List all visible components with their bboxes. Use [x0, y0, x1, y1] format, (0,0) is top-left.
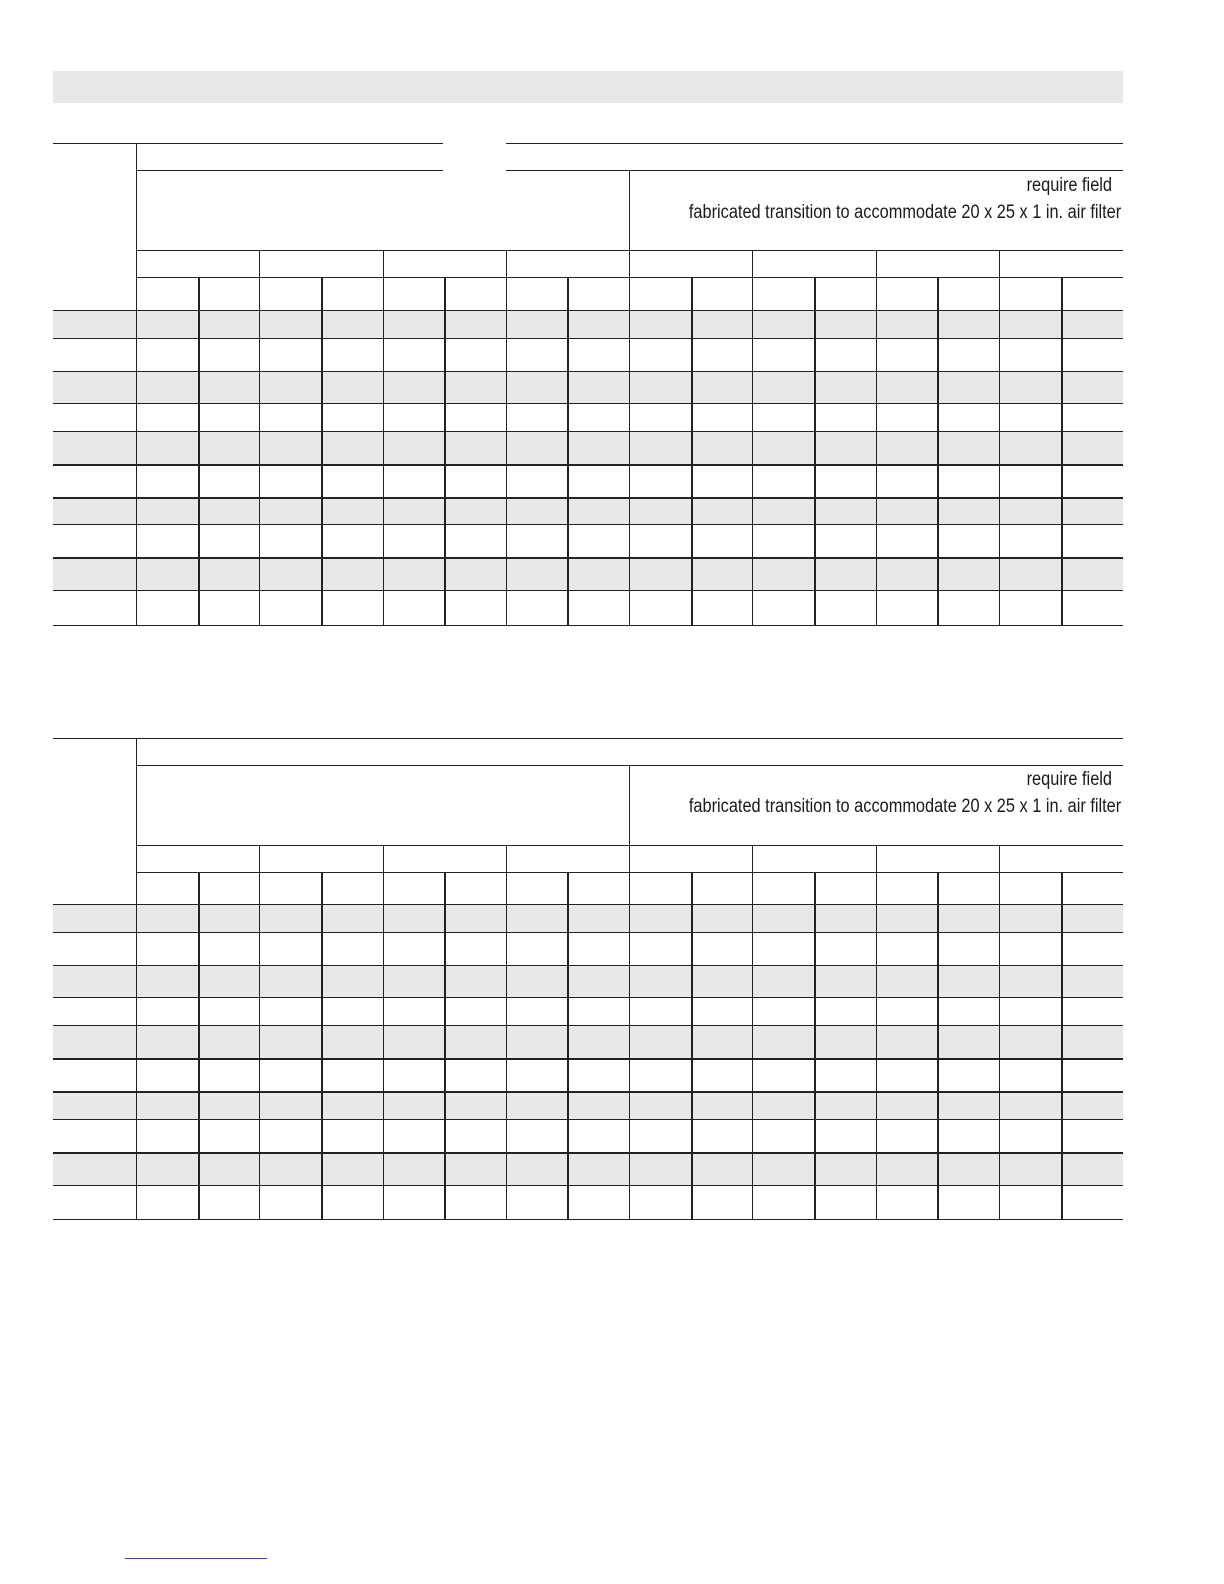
column-rule	[876, 845, 877, 1219]
stub-rule	[136, 738, 137, 1219]
group-rule	[629, 765, 630, 845]
row-rule	[53, 1119, 1123, 1120]
table-2-note	[688, 766, 1122, 820]
row-rule	[53, 997, 1123, 998]
column-rule	[999, 845, 1000, 1219]
shaded-row	[53, 965, 1123, 997]
row-rule	[53, 1091, 1123, 1093]
shaded-row	[53, 1091, 1123, 1119]
column-rule	[444, 872, 446, 1219]
column-rule	[321, 872, 323, 1219]
column-rule	[383, 845, 384, 1219]
footer-link[interactable]	[125, 1558, 267, 1559]
column-rule	[691, 872, 693, 1219]
table-1-note	[688, 172, 1122, 226]
column-rule	[259, 845, 260, 1219]
table-1-note-line-1: require field	[1026, 175, 1112, 196]
row-rule	[53, 965, 1123, 966]
column-rule	[1061, 872, 1063, 1219]
shaded-row	[53, 904, 1123, 932]
column-rule	[629, 845, 630, 1219]
row-rule	[53, 1219, 1123, 1220]
column-rule	[814, 872, 816, 1219]
row-rule	[53, 932, 1123, 933]
shaded-row	[53, 1025, 1123, 1058]
column-rule	[937, 872, 939, 1219]
column-rule	[506, 845, 507, 1219]
row-rule	[53, 904, 1123, 905]
row-rule	[53, 1185, 1123, 1186]
table-1-note-line-2: fabricated transition to accommodate 20 x 25 x 1 in. air filter	[688, 202, 1122, 223]
row-rule	[53, 1025, 1123, 1026]
shaded-row	[53, 1152, 1123, 1185]
table-2-note-line-1: require field	[1026, 769, 1112, 790]
row-rule	[53, 1058, 1123, 1060]
column-rule	[752, 845, 753, 1219]
table-2-note-line-2: fabricated transition to accommodate 20 x 25 x 1 in. air filter	[688, 796, 1122, 817]
header-rule	[53, 738, 1123, 739]
column-rule	[567, 872, 569, 1219]
column-rule	[198, 872, 200, 1219]
row-rule	[53, 1152, 1123, 1154]
